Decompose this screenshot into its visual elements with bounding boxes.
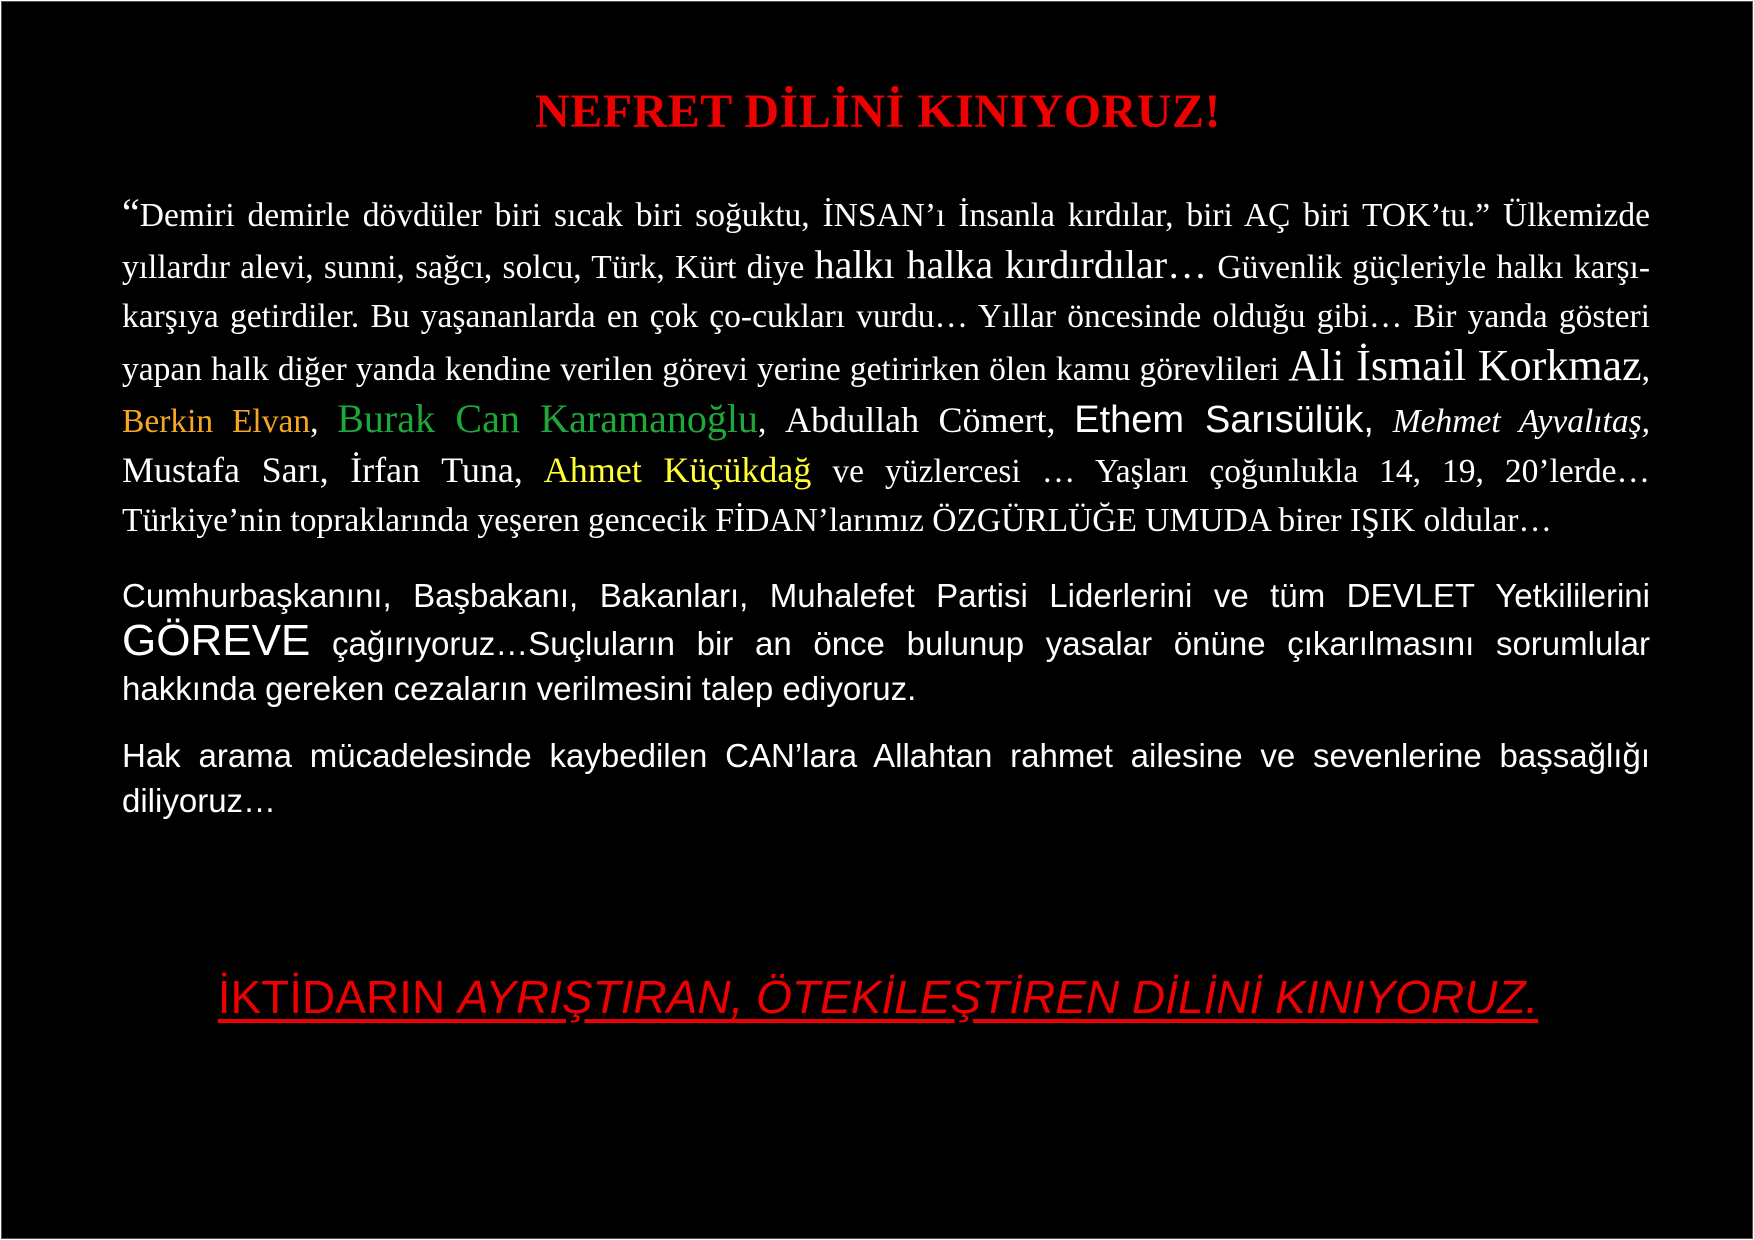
separator: , — [1641, 351, 1650, 388]
paragraph-1-text-b: Güvenlik güçleriyle halkı karşı-karşıya getirdiler. Bu yaşananlarda en çok ço-cukları vurdu… Yıllar öncesinde olduğu gibi… Bir yanda gösteri yapan halk diğer yanda kendine verilen görevi yerine getirirken ölen kamu görevlileri — [122, 249, 1650, 388]
name-burak-can-karamanoglu: Burak Can Karamanoğlu — [337, 396, 758, 441]
paragraph-1 — [122, 188, 1650, 545]
quote-mark: “ — [122, 190, 140, 235]
paragraph-2 — [122, 573, 1650, 711]
closing-statement — [2, 970, 1754, 1024]
separator: , — [310, 403, 319, 440]
document-body — [122, 188, 1650, 823]
paragraph-1-text-a: Demiri demirle dövdüler biri sıcak biri soğuktu, İNSAN’ı İnsanla kırdılar, biri AÇ biri TOK’tu.” Ülkemizde yıllardır alevi, sunni, sağcı, solcu, Türk, Kürt diye — [122, 197, 1650, 286]
paragraph-2-text-a: Cumhurbaşkanını, Başbakanı, Bakanları, Muhalefet Partisi Liderlerini ve tüm DEVLET Yetkililerini — [122, 577, 1650, 614]
paragraph-3: Hak arama mücadelesinde kaybedilen CAN’lara Allahtan rahmet ailesine ve sevenlerine başsağlığı diliyoruz… — [122, 737, 1650, 819]
closing-italic: AYRIŞTIRAN, ÖTEKİLEŞTİREN DİLİNİ KINIYORUZ. — [457, 971, 1539, 1023]
paragraph-2-text-b: çağırıyoruz…Suçluların bir an önce bulunup yasalar önüne çıkarılmasını sorumlular hakkında gereken cezaların verilmesini talep ediyoruz. — [122, 625, 1650, 707]
name-berkin-elvan: Berkin Elvan — [122, 403, 311, 440]
name-mehmet-ayvalitas: Mehmet Ayvalıtaş, — [1392, 403, 1651, 440]
emphasis-text: halkı halka kırdırdılar… — [814, 242, 1208, 287]
closing-normal: İKTİDARIN — [217, 971, 458, 1023]
name-ahmet-kucukdag: Ahmet Küçükdağ — [543, 450, 812, 490]
separator: , — [757, 403, 767, 440]
name-abdullah-comert: Abdullah Cömert, — [785, 400, 1056, 440]
page-title: NEFRET DİLİNİ KINIYORUZ! — [535, 85, 1221, 138]
goreve-emphasis: GÖREVE — [122, 616, 311, 665]
document-page — [1, 1, 1753, 1239]
name-mustafa-irfan: Mustafa Sarı, İrfan Tuna, — [122, 450, 523, 490]
paragraph-1-text-c: ve yüzlercesi … Yaşları çoğunlukla 14, 19, 20’lerde… Türkiye’nin topraklarında yeşeren gencecik FİDAN’larımız ÖZGÜRLÜĞE UMUDA birer IŞIK oldular… — [122, 453, 1651, 539]
name-ali-ismail-korkmaz: Ali İsmail Korkmaz — [1288, 341, 1642, 390]
name-ethem-sarisuluk: Ethem Sarısülük, — [1074, 399, 1374, 441]
